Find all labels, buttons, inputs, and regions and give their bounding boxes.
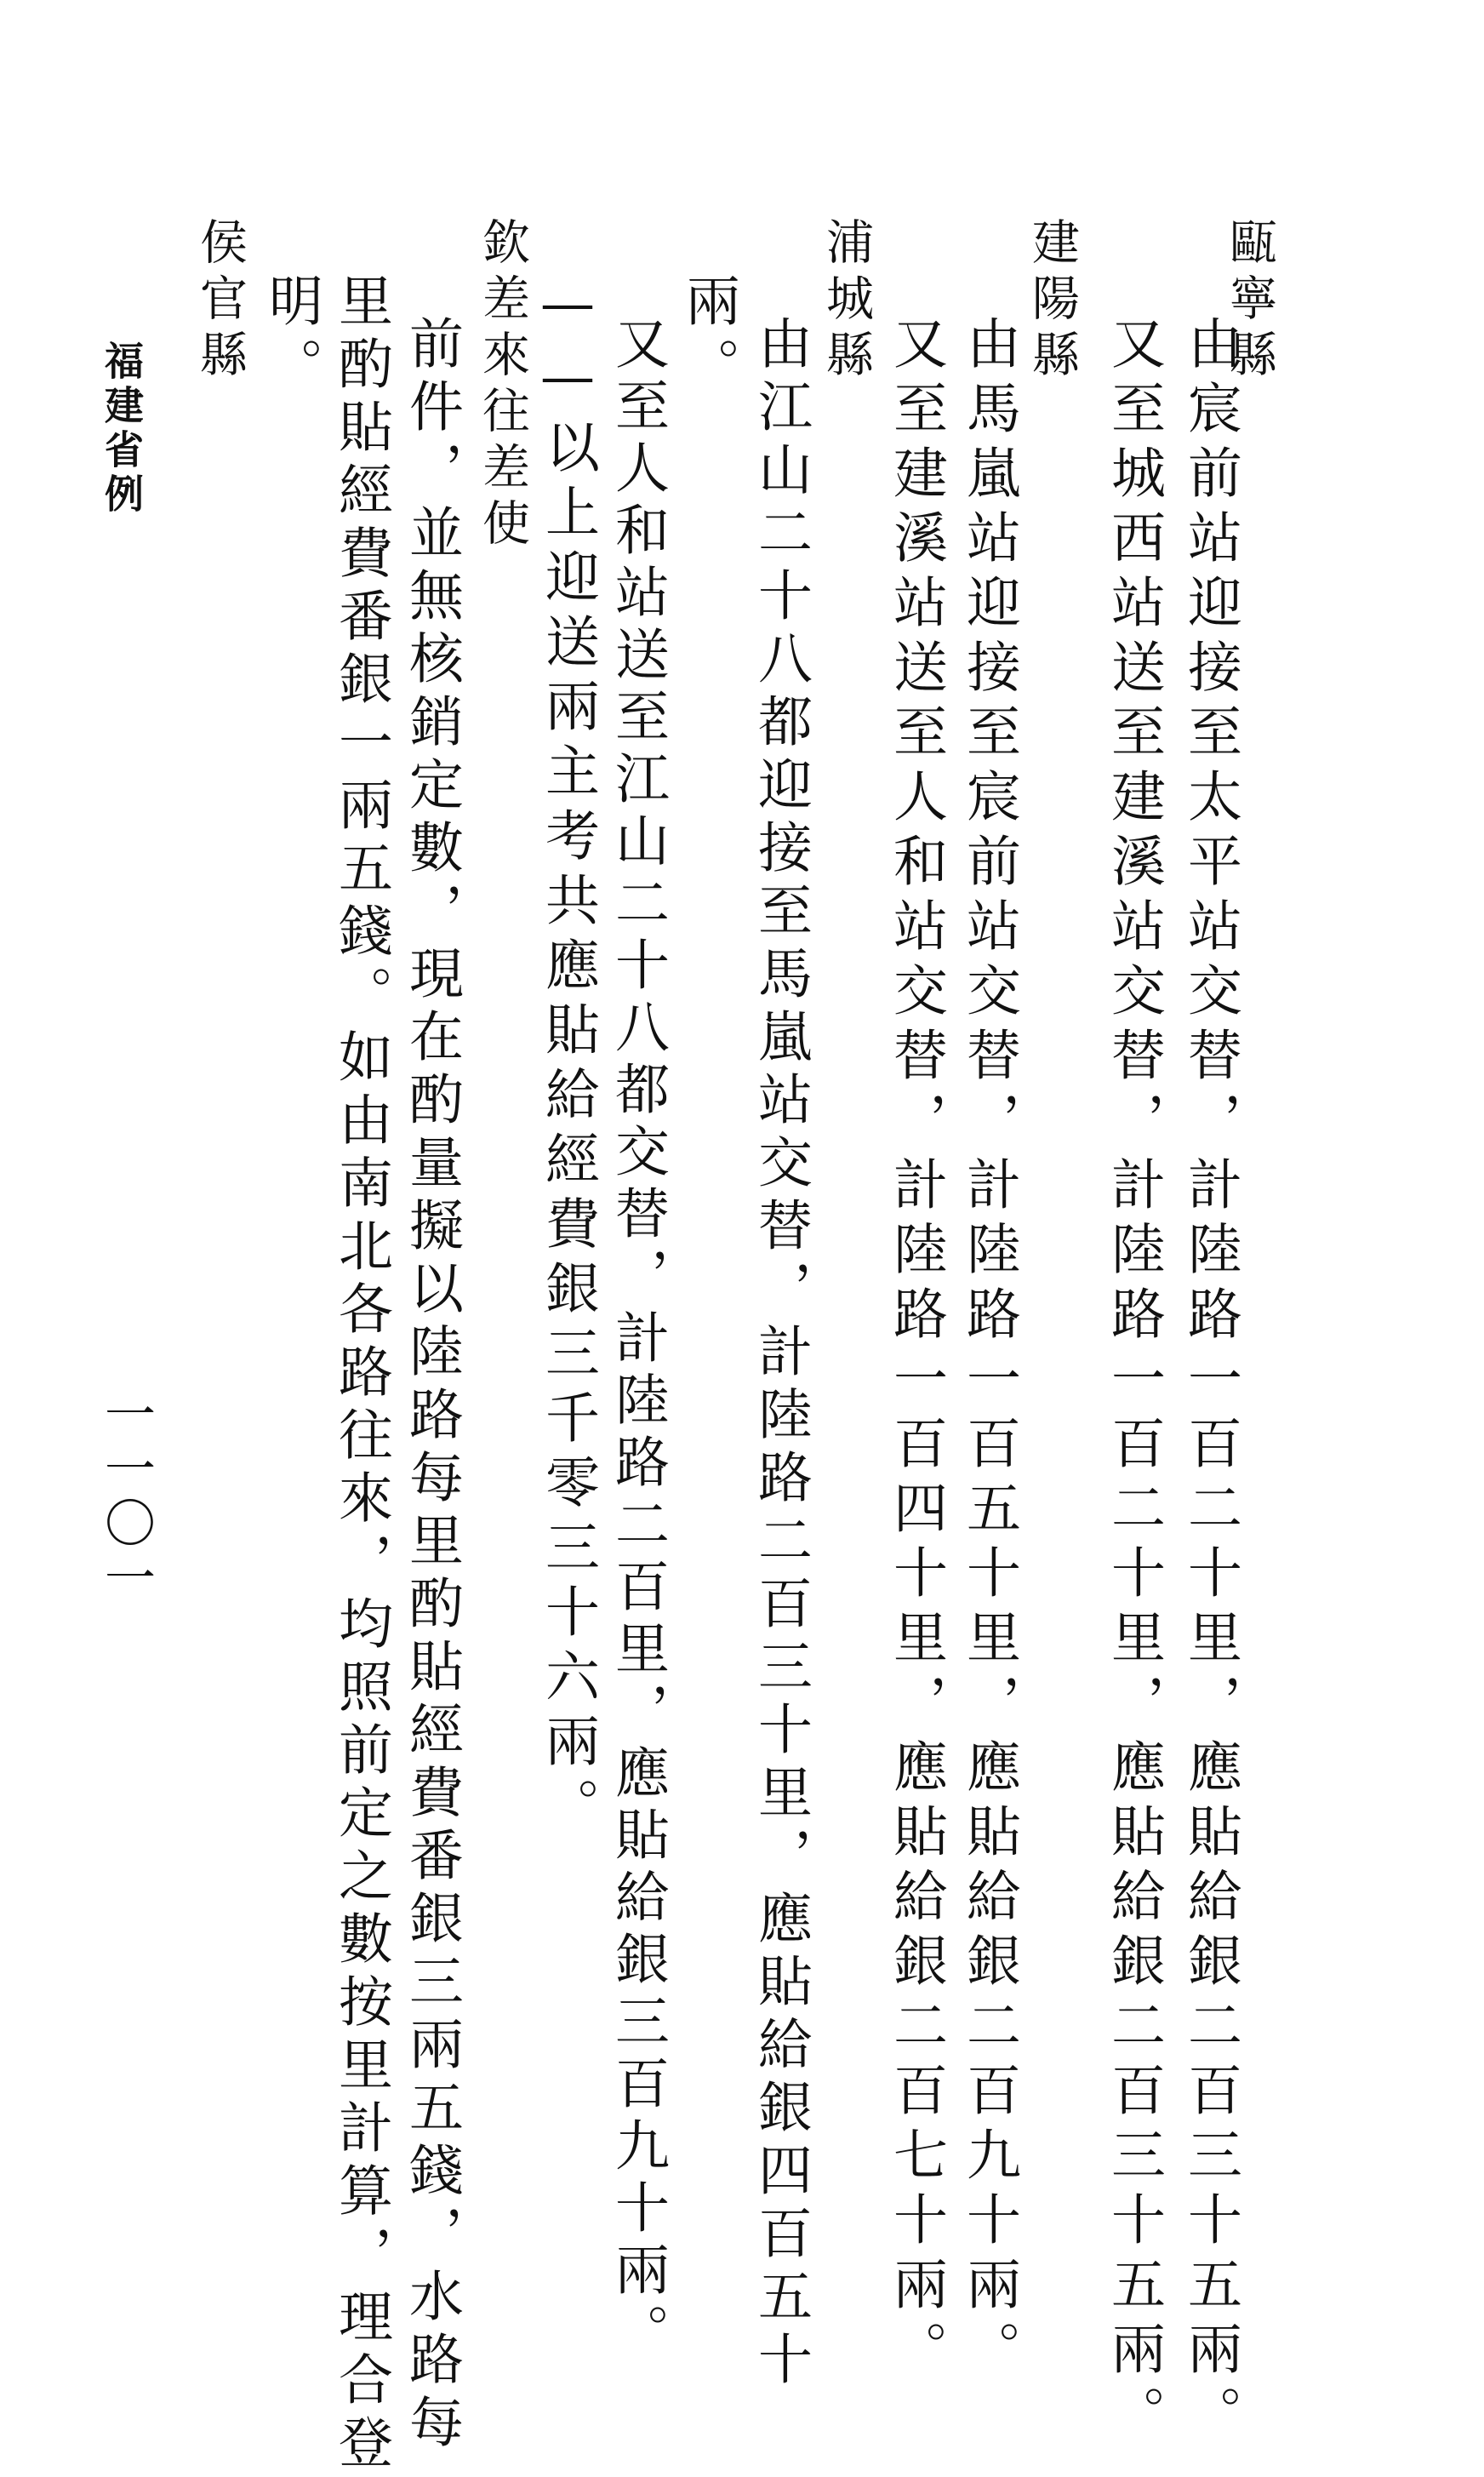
- county-heading-ouning: 甌寧縣: [1222, 217, 1277, 386]
- section-heading-imperial-envoy: 欽差來往差使: [475, 217, 530, 554]
- text-column: 里酌貼經費番銀一兩五錢。如由南北各路往來，均照前定之數按里計算，理合登: [329, 272, 392, 2477]
- page-number: 一一〇一: [96, 1387, 156, 1605]
- county-heading-jianyang: 建陽縣: [1025, 217, 1080, 386]
- summary-column: ——以上迎送兩主考共應貼給經費銀三千零三十六兩。: [536, 272, 599, 1842]
- text-column: 明。: [260, 272, 322, 402]
- text-column: 又至城西站送至建溪站交替，計陸路一百二十里，應貼給銀二百三十五兩。: [1102, 315, 1165, 2450]
- text-column: 兩。: [676, 272, 739, 402]
- county-heading-houguan: 侯官縣: [192, 217, 248, 386]
- county-heading-pucheng: 浦城縣: [819, 217, 874, 386]
- text-column: 又至建溪站送至人和站交替，計陸路一百四十里，應貼給銀二百七十兩。: [884, 315, 947, 2385]
- text-column: 前件，並無核銷定數，現在酌量擬以陸路每里酌貼經費番銀三兩五錢，水路每: [400, 315, 463, 2457]
- text-column: 由馬嵐站迎接至宸前站交替，計陸路一百五十里，應貼給銀二百九十兩。: [957, 315, 1020, 2385]
- text-column: 又至人和站送至江山二十八都交替，計陸路二百里，應貼給銀三百九十兩。: [606, 315, 669, 2365]
- text-column: 由宸前站迎接至太平站交替，計陸路一百二十里，應貼給銀二百三十五兩。: [1179, 315, 1241, 2450]
- text-column: 由江山二十八都迎接至馬嵐站交替，計陸路二百三十里，應貼給銀四百五十: [749, 315, 812, 2394]
- running-title: 福建省例: [99, 340, 145, 518]
